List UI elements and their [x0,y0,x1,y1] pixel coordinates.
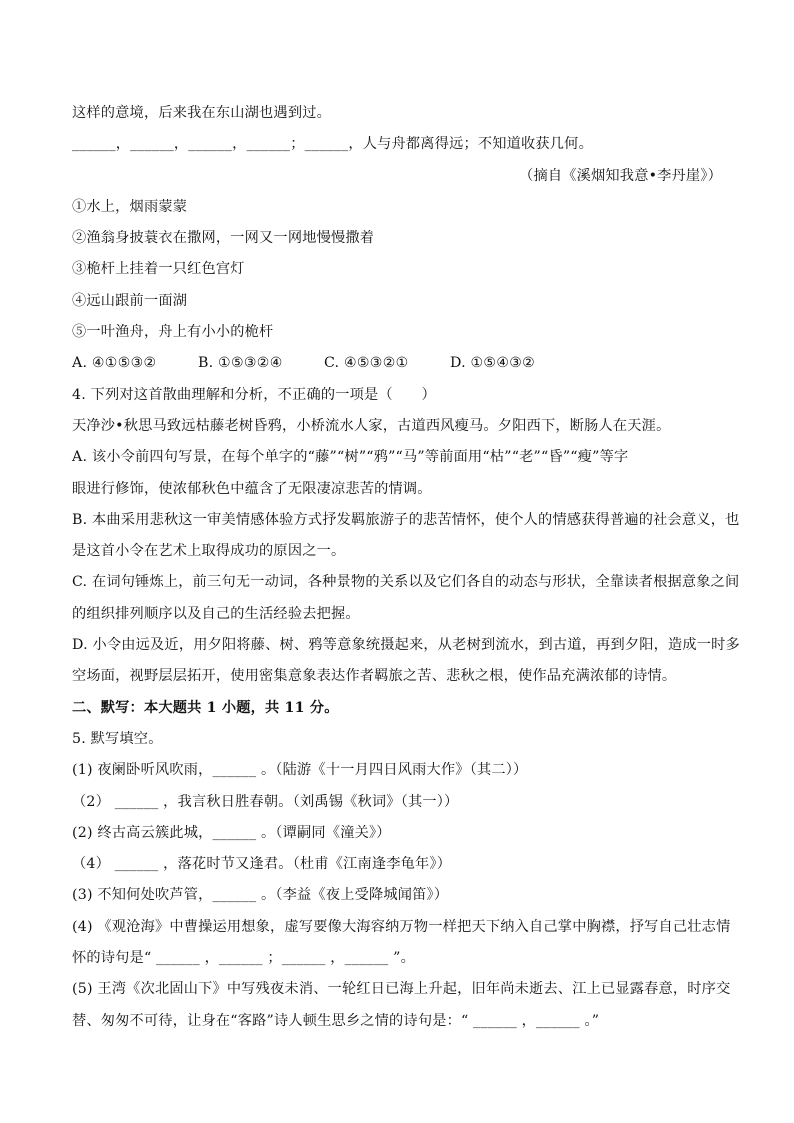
option-c: C. ④⑤③②① [324,355,409,372]
sentence-item: ③桅杆上挂着一只红色宫灯 [72,261,245,278]
dictation-line: 怀的诗句是“ ______ ，______ ；______ ，______ ”。 [72,950,415,967]
dictation-line: (3) 不知何处吹芦管，______ 。（李益《夜上受降城闻笛》） [72,887,449,904]
question-4-line: D. 小令由远及近，用夕阳将藤、树、鸦等意象统摄起来，从老树到流水，到古道，再到夕阳，造成一时多 [72,637,740,654]
question-5-stem: 5. 默写填空。 [72,730,163,747]
question-4-stem: 4. 下列对这首散曲理解和分析，不正确的一项是（ ） [72,386,436,403]
question-4-line: 空场面，视野层层拓开，使用密集意象表达作者羁旅之苦、悲秋之根，使作品充满浓郁的诗情。 [72,668,677,685]
sentence-item: ②渔翁身披蓑衣在撒网，一网又一网地慢慢撒着 [72,230,375,247]
question-4-line: A. 该小令前四句写景，在每个单字的“藤”“树”“鸦”“马”等前面用“枯”“老”“昏”“瘦”等字 [72,449,629,466]
question-4-line: 眼进行修饰，使浓郁秋色中蕴含了无限凄凉悲苦的情调。 [72,480,432,497]
passage-blanks-line: ______，______，______，______；______，人与舟都离得远；不知道收获几何。 [72,136,593,153]
sentence-item: ④远山跟前一面湖 [72,292,188,309]
question-4-line: C. 在词句锤炼上，前三句无一动词，各种景物的关系以及它们各自的动态与形状，全靠读者根据意象之间 [72,574,740,591]
sentence-item: ⑤一叶渔舟，舟上有小小的桅杆 [72,324,274,341]
option-b: B. ①⑤③②④ [198,355,283,372]
question-4-poem: 天净沙•秋思马致远枯藤老树昏鸦，小桥流水人家，古道西风瘦马。夕阳西下，断肠人在天涯。 [72,417,671,434]
option-d: D. ①⑤④③② [450,355,536,372]
passage-source: （摘自《溪烟知我意•李丹崖》） [519,167,722,184]
answer-options [72,348,722,379]
option-a: A. ④①⑤③② [72,355,157,372]
dictation-line: （4） ______ ，落花时节又逢君。（杜甫《江南逢李龟年》） [72,856,452,873]
dictation-line: (2) 终古高云簇此城，______ 。（谭嗣同《潼关》） [72,824,391,841]
dictation-line: (4) 《观沧海》中曹操运用想象，虚写要像大海容纳万物一样把天下纳入自己掌中胸襟，抒写自己壮志情 [72,918,731,935]
question-4-line: B. 本曲采用悲秋这一审美情感体验方式抒发羁旅游子的悲苦情怀，使个人的情感获得普遍的社会意义，也 [72,511,740,528]
section-2-heading: 二、默写：本大题共 1 小题，共 11 分。 [72,699,339,716]
dictation-line: 替、匆匆不可待，让身在“客路”诗人顿生思乡之情的诗句是：“ ______ ，______ 。” [72,1012,600,1029]
question-4-line: 的组织排列顺序以及自己的生活经验去把握。 [72,605,360,622]
exam-page [72,98,740,1037]
dictation-line: (1) 夜阑卧听风吹雨，______ 。（陆游《十一月四日风雨大作》（其二）） [72,762,528,779]
passage-line: 这样的意境，后来我在东山湖也遇到过。 [72,105,331,121]
dictation-line: （2） ______ ，我言秋日胜春朝。（刘禹锡《秋词》（其一）） [72,793,459,810]
dictation-line: (5) 王湾《次北固山下》中写残夜未消、一轮红日已海上升起，旧年尚未逝去、江上已显露春意，时序交 [72,981,731,998]
sentence-item: ①水上，烟雨蒙蒙 [72,198,188,215]
question-4-line: 是这首小令在艺术上取得成功的原因之一。 [72,543,346,560]
